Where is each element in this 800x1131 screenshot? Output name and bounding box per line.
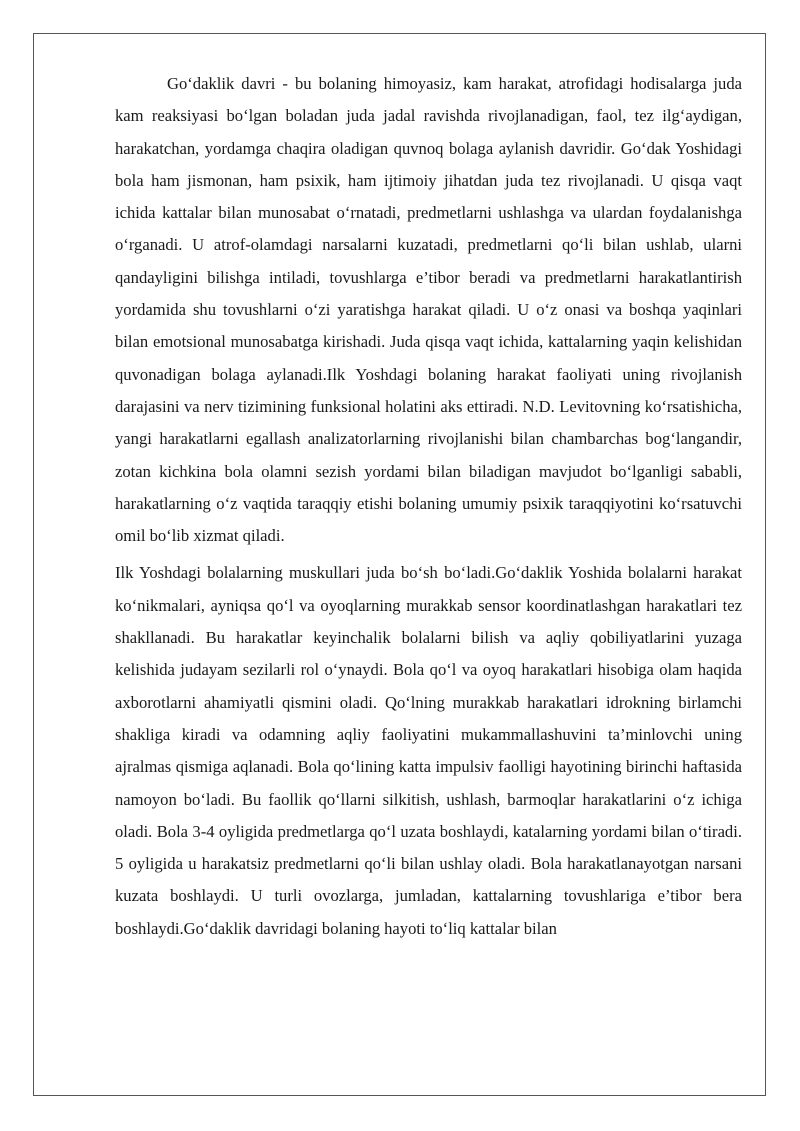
paragraph-2: Ilk Yoshdagi bolalarning muskullari juda bo‘sh bo‘ladi.Go‘daklik Yoshida bolalarni harakat ko‘nikmalari, ayniqsa qo‘l va oyoqlarning murakkab sensor koordinatlashgan harakatlari tez shakllanadi. Bu harakatlar keyinchalik bolalarni bilish va aqliy qobiliyatlarini yuzaga kelishida judayam sezilarli rol o‘ynaydi. Bola qo‘l va oyoq harakatlari hisobiga olam haqida axborotlarni ahamiyatli qismini oladi. Qo‘lning murakkab harakatlari idrokning birlamchi shakliga kiradi va odamning aqliy faoliyatini mukammallashuvini ta’minlovchi uning ajralmas qismiga aqlanadi. Bola qo‘lining katta impulsiv faolligi hayotining birinchi haftasida namoyon bo‘ladi. Bu faollik qo‘llarni silkitish, ushlash, barmoqlar harakatlarini o‘z ichiga oladi. Bola 3-4 oyligida predmetlarga qo‘l uzata boshlaydi, katalarning yordami bilan o‘tiradi. 5 oyligida u harakatsiz predmetlarni qo‘li bilan ushlay oladi. Bola harakatlanayotgan narsani kuzata boshlaydi. U turli ovozlarga, jumladan, kattalarning tovushlariga e’tibor bera boshlaydi.Go‘daklik davridagi bolaning hayoti to‘liq kattalar bilan (115, 563, 742, 938)
document-body (115, 68, 742, 945)
paragraph-1: Go‘daklik davri - bu bolaning himoyasiz, kam harakat, atrofidagi hodisalarga juda kam reaksiyasi bo‘lgan boladan juda jadal ravishda rivojlanadigan, faol, tez ilg‘aydigan, harakatchan, yordamga chaqira oladigan quvnoq bolaga aylanish davridir. Go‘dak Yoshidagi bola ham jismonan, ham psixik, ham ijtimoiy jihatdan juda tez rivojlanadi. U qisqa vaqt ichida kattalar bilan munosabat o‘rnatadi, predmetlarni ushlashga va ulardan foydalanishga o‘rganadi. U atrof-olamdagi narsalarni kuzatadi, predmetlarni qo‘li bilan ushlab, ularni qandayligini bilishga intiladi, tovushlarga e’tibor beradi va predmetlarni harakatlantirish yordamida shu tovushlarni o‘zi yaratishga harakat qiladi. U o‘z onasi va boshqa yaqinlari bilan emotsional munosabatga kirishadi. Juda qisqa vaqt ichida, kattalarning yaqin kelishidan quvonadigan bolaga aylanadi.Ilk Yoshdagi bolaning harakat faoliyati uning rivojlanish darajasini va nerv tizimining funksional holatini aks ettiradi. N.D. Levitovning ko‘rsatishicha, yangi harakatlarni egallash analizatorlarning rivojlanishi bilan chambarchas bog‘langandir, zotan kichkina bola olamni sezish yordami bilan biladigan mavjudot bo‘lganligi sababli, harakatlarning o‘z vaqtida taraqqiy etishi bolaning umumiy psixik taraqqiyotini ko‘rsatuvchi omil bo‘lib xizmat qiladi. (115, 74, 742, 546)
